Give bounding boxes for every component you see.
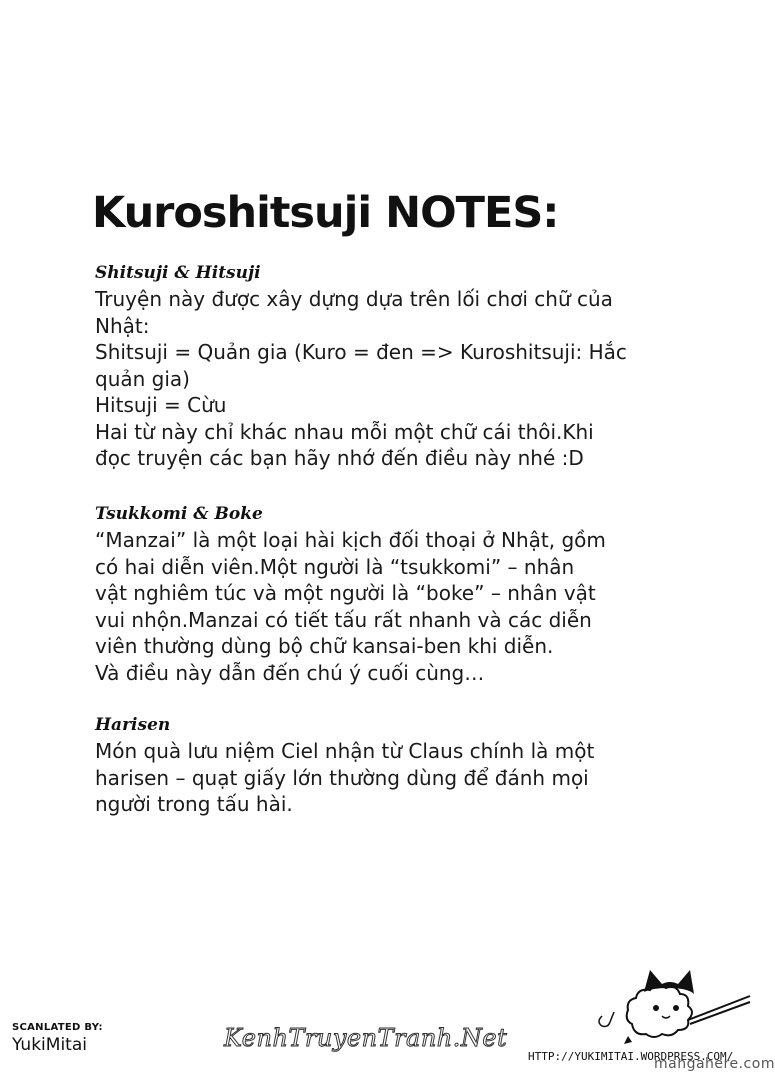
note-section-shitsuji: [95, 262, 705, 472]
body-line: Shitsuji = Quản gia (Kuro = đen => Kuroshitsuji: Hắc: [95, 340, 627, 364]
credit-name: YukiMitai: [12, 1035, 87, 1055]
body-line: quản gia): [95, 366, 190, 391]
body-line: “Manzai” là một loại hài kịch đối thoại ở Nhật, gồm: [95, 528, 606, 552]
section-body: [95, 738, 705, 818]
note-section-harisen: [95, 714, 705, 818]
body-line: vui nhộn.Manzai có tiết tấu rất nhanh và các diễn: [95, 607, 592, 632]
section-body: [95, 286, 705, 472]
body-line: người trong tấu hài.: [95, 792, 293, 816]
blog-url-link[interactable]: HTTP://YUKIMITAI.WORDPRESS.COM/: [528, 1050, 734, 1063]
body-line: viên thường dùng bộ chữ kansai-ben khi diễn.: [95, 634, 554, 658]
note-section-tsukkomi: [95, 503, 705, 686]
section-heading: Harisen: [95, 715, 171, 735]
watermark-text: KenhTruyenTranh.Net: [224, 1024, 508, 1052]
body-line: có hai diễn viên.Một người là “tsukkomi” – nhân: [95, 554, 575, 579]
page-title: Kuroshitsuji NOTES:: [92, 188, 559, 238]
body-line: Nhật:: [95, 313, 150, 338]
scanlator-credit: [12, 1022, 103, 1055]
body-line: Hai từ này chỉ khác nhau mỗi một chữ cái thôi.Khi: [95, 419, 594, 444]
body-line: đọc truyện các bạn hãy nhớ đến điều này nhé :D: [95, 446, 584, 470]
section-heading: Tsukkomi & Boke: [95, 504, 263, 524]
body-line: Truyện này được xây dựng dựa trên lối chơi chữ của: [95, 287, 613, 311]
sheep-mascot-icon: [592, 962, 750, 1052]
body-line: harisen – quạt giấy lớn thường dùng để đánh mọi: [95, 765, 589, 790]
site-watermark: mangahere.com: [654, 1056, 775, 1072]
body-line: vật nghiêm túc và một người là “boke” – nhân vật: [95, 581, 596, 605]
section-heading: Shitsuji & Hitsuji: [95, 263, 261, 283]
body-line: Món quà lưu niệm Ciel nhận từ Claus chính là một: [95, 739, 595, 763]
credit-label: SCANLATED BY:: [12, 1022, 103, 1033]
body-line: Hitsuji = Cừu: [95, 393, 227, 417]
body-line: Và điều này dẫn đến chú ý cuối cùng…: [95, 660, 485, 685]
section-body: [95, 527, 705, 686]
